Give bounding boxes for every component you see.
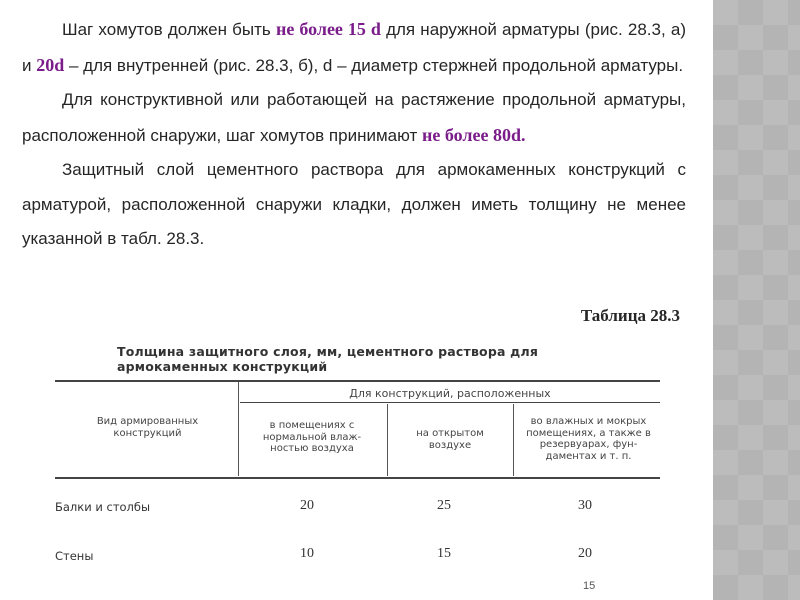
column-header: во влажных и мокрых помещениях, а также в резервуарах, фун-даментах и т. п. [526, 416, 651, 462]
text: – для внутренней (рис. 28.3, б), d – диаметр стержней продольной арматуры. [64, 55, 684, 75]
cell: 25 [437, 498, 451, 513]
table-caption: Таблица 28.3 [580, 306, 680, 325]
row-label: Балки и столбы [55, 500, 151, 514]
paragraph-1 [22, 12, 686, 83]
column-header: Вид армированных конструкций [96, 416, 199, 439]
highlight: не более 80d. [422, 124, 526, 145]
divider [240, 402, 660, 403]
divider [513, 404, 514, 476]
column-header: в помещениях с нормальной влаж-ностью воздуха [262, 420, 362, 454]
text: Шаг хомутов должен быть [62, 20, 276, 39]
group-header: Для конструкций, расположенных [349, 387, 551, 400]
cell: 10 [300, 546, 314, 561]
row-label: Стены [55, 549, 94, 563]
paragraph-3 [22, 153, 686, 257]
cell: 30 [578, 498, 592, 513]
divider [55, 477, 660, 479]
text: Защитный слой цементного раствора для армокаменных конструкций с арматурой, расположенной снаружи кладки, должен иметь толщину не менее указанной в табл. 28.3. [22, 160, 686, 248]
divider [238, 382, 239, 476]
cell: 20 [578, 546, 592, 561]
slide-body [22, 12, 686, 257]
cell: 20 [300, 498, 314, 513]
highlight: 20d [36, 54, 65, 75]
divider [387, 404, 388, 476]
text: для наружной арматуры (рис. 28.3, а) и [22, 20, 686, 75]
paragraph-2 [22, 83, 686, 153]
column-header: на открытом воздухе [416, 428, 484, 451]
page-number: 15 [583, 580, 596, 592]
divider [55, 380, 660, 382]
decorative-side-strip [713, 0, 800, 600]
table-title: Толщина защитного слоя, мм, цементного раствора для армокаменных конструкций [117, 344, 539, 374]
highlight: не более 15 d [275, 19, 381, 39]
cell: 15 [437, 546, 451, 561]
text: Для конструктивной или работающей на растяжение продольной арматуры, расположенной снаружи, шаг хомутов принимают [22, 90, 686, 145]
table-image [55, 340, 665, 580]
